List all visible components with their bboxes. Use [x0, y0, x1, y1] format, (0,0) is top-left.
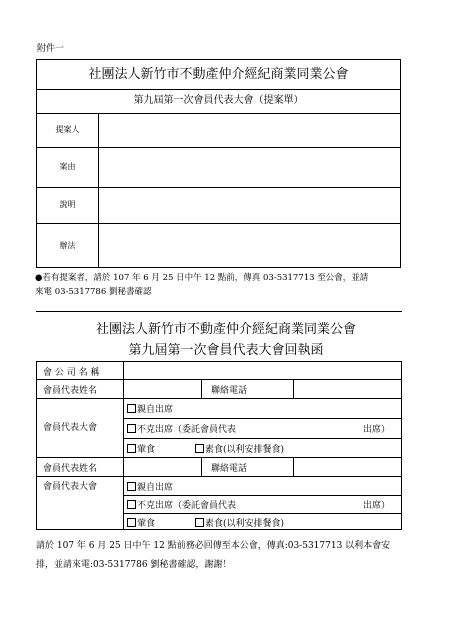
reply-table — [36, 361, 402, 530]
reply-column-divider — [123, 362, 124, 529]
company-name-label: 會 公 司 名 稱 — [43, 368, 100, 378]
absent-option[interactable]: 不克出席（委託會員代表 — [127, 498, 236, 511]
attachment-label: 附件一 — [37, 44, 65, 54]
proposal-label-method: 辦法 — [59, 241, 76, 250]
proposal-note — [35, 271, 410, 299]
checkbox-icon[interactable] — [195, 518, 204, 527]
phone-label: 聯絡電話 — [211, 464, 248, 474]
checkbox-icon[interactable] — [127, 482, 136, 491]
proposal-table — [36, 59, 401, 268]
proposal-meeting-title: 第九屆第一次會員代表大會（提案單） — [133, 95, 304, 106]
reply-divider — [123, 418, 401, 419]
reply-column-divider — [201, 457, 202, 476]
reply-column-divider — [293, 379, 294, 398]
rep-meeting-label: 會員代表大會 — [43, 482, 98, 492]
bullet-icon: ● — [35, 273, 43, 283]
reply-divider — [123, 513, 401, 514]
footer-line-2: 排，並請來電:03-5317786 劉秘書確認，謝謝！ — [36, 560, 232, 570]
reply-column-divider — [293, 457, 294, 476]
checkbox-icon[interactable] — [127, 424, 136, 433]
rep-meeting-label: 會員代表大會 — [43, 423, 98, 433]
note-line-1: 若有提案者，請於 107 年 6 月 25 日中午 12 點前，傳真 03-5317713 至公會，並請 — [42, 273, 369, 283]
reply-divider — [37, 476, 401, 477]
footer-note — [36, 537, 416, 575]
proposal-label-subject: 案由 — [59, 162, 76, 171]
proposal-column-divider — [98, 113, 99, 267]
proposal-org-title: 社團法人新竹市不動產仲介經紀商業同業公會 — [88, 67, 349, 82]
checkbox-icon[interactable] — [127, 444, 136, 453]
reply-divider — [123, 438, 401, 439]
absent-end-label: 出席） — [363, 425, 391, 435]
reply-divider — [37, 398, 401, 399]
absent-option[interactable]: 不克出席（委託會員代表 — [127, 422, 236, 435]
attend-option[interactable]: 親自出席 — [127, 402, 173, 415]
checkbox-icon[interactable] — [195, 444, 204, 453]
checkbox-icon[interactable] — [127, 500, 136, 509]
reply-form-title: 第九屆第一次會員代表大會回執函 — [128, 343, 324, 358]
veg-option[interactable]: 素食(以利安排餐食) — [195, 516, 284, 529]
proposal-label-explanation: 說明 — [59, 200, 76, 209]
reply-divider — [37, 379, 401, 380]
checkbox-icon[interactable] — [127, 518, 136, 527]
reply-column-divider — [201, 379, 202, 398]
checkbox-icon[interactable] — [127, 404, 136, 413]
meat-option[interactable]: 葷食 — [127, 442, 155, 455]
rep-name-label: 會員代表姓名 — [43, 464, 98, 474]
phone-label: 聯絡電話 — [211, 386, 248, 396]
reply-divider — [123, 495, 401, 496]
note-line-2: 來電 03-5317786 劉秘書確認 — [35, 287, 152, 297]
rep-name-label: 會員代表姓名 — [43, 386, 98, 396]
meat-option[interactable]: 葷食 — [127, 516, 155, 529]
attend-option[interactable]: 親自出席 — [127, 480, 173, 493]
footer-line-1: 請於 107 年 6 月 25 日中午 12 點前務必回傳至本公會，傳真:03-5317713 以利本會安 — [36, 541, 391, 551]
reply-org-title: 社團法人新竹市不動產仲介經紀商業同業公會 — [95, 322, 356, 337]
section-separator — [36, 311, 402, 312]
absent-end-label: 出席） — [363, 501, 391, 511]
proposal-label-proposer: 提案人 — [55, 125, 80, 134]
veg-option[interactable]: 素食(以利安排餐食) — [195, 442, 284, 455]
reply-divider — [37, 457, 401, 458]
